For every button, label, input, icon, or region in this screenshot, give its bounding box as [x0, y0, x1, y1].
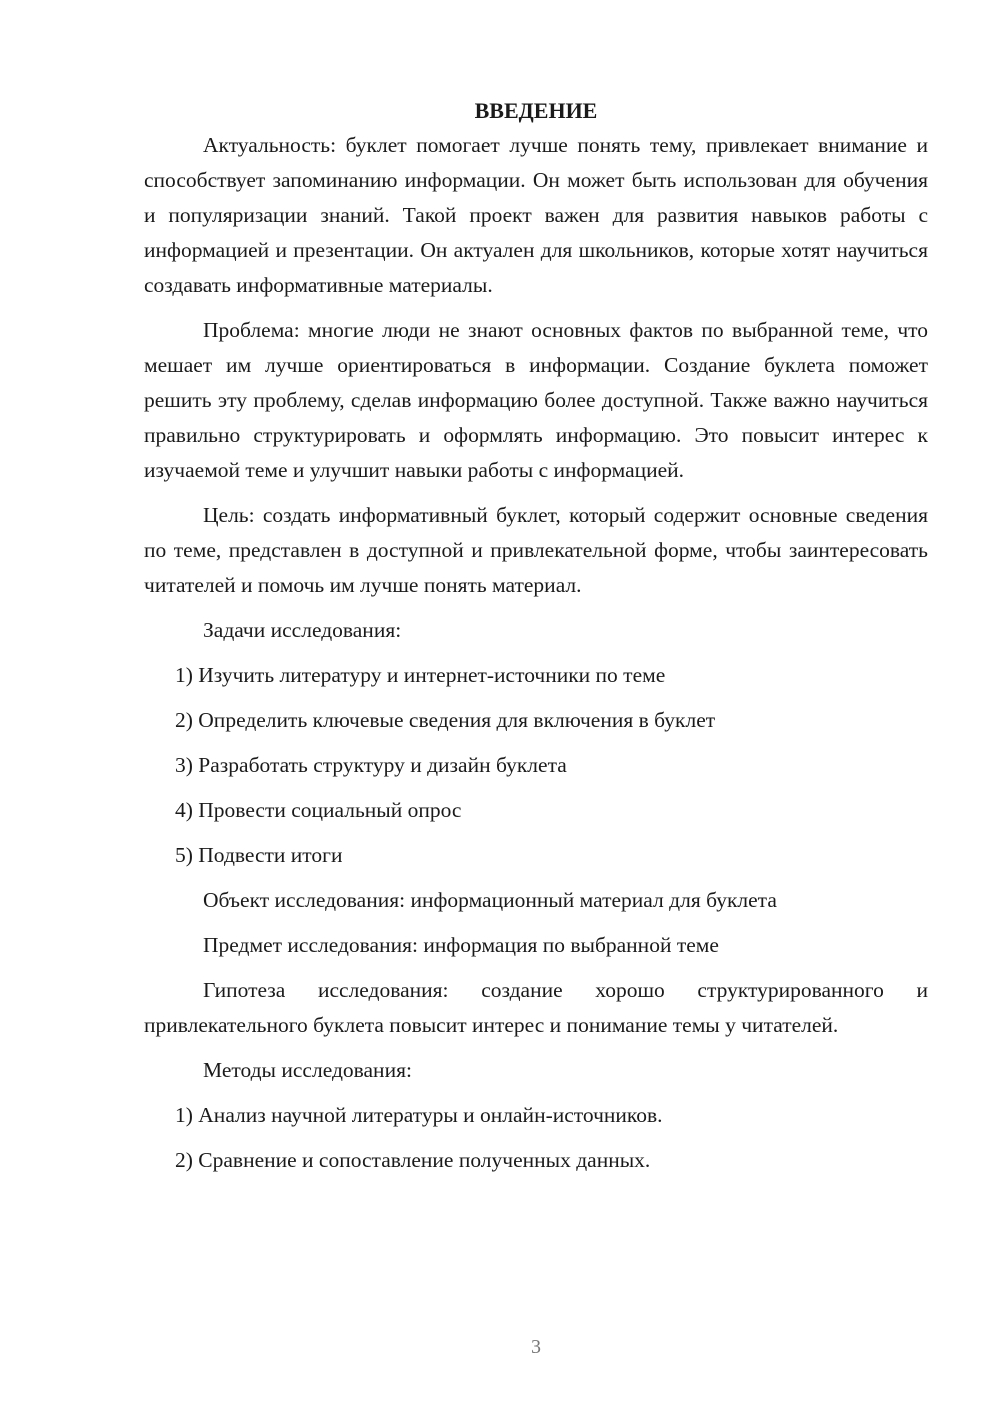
- list-item: 4) Провести социальный опрос: [175, 798, 462, 822]
- hypothesis-paragraph: Гипотеза исследования: создание хорошо структурированного и привлекательного буклета повысит интерес и понимание темы у читателей.: [144, 978, 928, 1037]
- methods-heading: Методы исследования:: [203, 1058, 412, 1082]
- problem-paragraph: Проблема: многие люди не знают основных фактов по выбранной теме, что мешает им лучше ориентироваться в информации. Создание буклета поможет решить эту проблему, сделав информацию более доступной. Также важно научиться правильно структурировать и оформлять информацию. Это повысит интерес к изучаемой теме и улучшит навыки работы с информацией.: [144, 318, 928, 482]
- list-item: 3) Разработать структуру и дизайн буклета: [175, 753, 567, 777]
- document-page: [144, 96, 928, 1188]
- list-item: 1) Изучить литературу и интернет-источники по теме: [175, 663, 666, 687]
- list-item: 2) Определить ключевые сведения для включения в буклет: [175, 708, 716, 732]
- list-item: 5) Подвести итоги: [175, 843, 343, 867]
- research-object: Объект исследования: информационный материал для буклета: [203, 888, 777, 912]
- goal-paragraph: Цель: создать информативный буклет, который содержит основные сведения по теме, представлен в доступной и привлекательной форме, чтобы заинтересовать читателей и помочь им лучше понять материал.: [144, 503, 928, 597]
- research-subject: Предмет исследования: информация по выбранной теме: [203, 933, 719, 957]
- section-title: ВВЕДЕНИЕ: [474, 98, 598, 123]
- relevance-paragraph: Актуальность: буклет помогает лучше понять тему, привлекает внимание и способствует запоминанию информации. Он может быть использован для обучения и популяризации знаний. Такой проект важен для развития навыков работы с информацией и презентации. Он актуален для школьников, которые хотят научиться создавать информативные материалы.: [144, 133, 928, 297]
- page-number: 3: [531, 1336, 541, 1358]
- list-item: 1) Анализ научной литературы и онлайн-источников.: [175, 1103, 663, 1127]
- tasks-heading: Задачи исследования:: [203, 618, 402, 642]
- list-item: 2) Сравнение и сопоставление полученных данных.: [175, 1148, 651, 1172]
